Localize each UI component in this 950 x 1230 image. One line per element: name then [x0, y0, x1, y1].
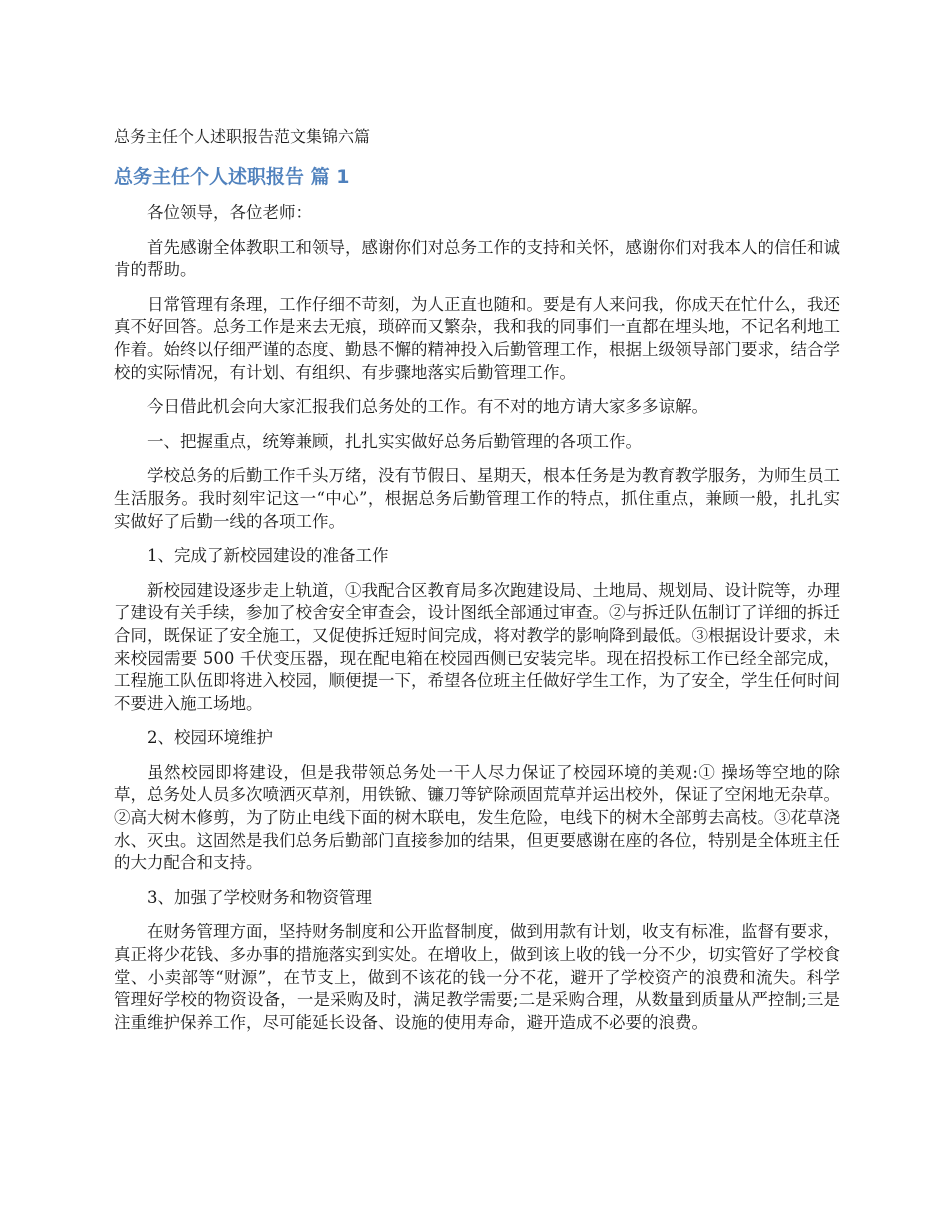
- body-paragraph: 学校总务的后勤工作千头万绪，没有节假日、星期天，根本任务是为教育教学服务，为师生员工生活服务。我时刻牢记这一“中心”，根据总务后勤管理工作的特点，抓住重点，兼顾一般，扎扎实实做好了后勤一线的各项工作。: [114, 466, 840, 531]
- body-paragraph: 首先感谢全体教职工和领导，感谢你们对总务工作的支持和关怀，感谢你们对我本人的信任和诚肯的帮助。: [114, 237, 840, 280]
- body-paragraph: 日常管理有条理，工作仔细不苛刻，为人正直也随和。要是有人来问我，你成天在忙什么，我还真不好回答。总务工作是来去无痕，琐碎而又繁杂，我和我的同事们一直都在埋头地，不记名利地工作着。始终以仔细严谨的态度、勤恳不懈的精神投入后勤管理工作，根据上级领导部门要求，结合学校的实际情况，有计划、有组织、有步骤地落实后勤管理工作。: [114, 294, 840, 382]
- body-paragraph: 在财务管理方面，坚持财务制度和公开监督制度，做到用款有计划，收支有标准，监督有要求，真正将少花钱、多办事的措施落实到实处。在增收上，做到该上收的钱一分不少，切实管好了学校食堂、小卖部等“财源”，在节支上，做到不该花的钱一分不花，避开了学校资产的浪费和流失。科学管理好学校的物资设备，一是采购及时，满足教学需要;二是采购合理，从数量到质量从严控制;三是注重维护保养工作，尽可能延长设备、设施的使用寿命，避开造成不必要的浪费。: [114, 922, 840, 1032]
- section-heading: 总务主任个人述职报告 篇 1: [114, 166, 350, 188]
- subheading-paragraph: 2、校园环境维护: [147, 728, 273, 748]
- salutation-paragraph: 各位领导，各位老师：: [147, 203, 312, 222]
- subheading-paragraph: 一、把握重点，统筹兼顾，扎扎实实做好总务后勤管理的各项工作。: [147, 431, 642, 451]
- document-title: 总务主任个人述职报告范文集锦六篇: [114, 127, 371, 146]
- body-paragraph: 今日借此机会向大家汇报我们总务处的工作。有不对的地方请大家多多谅解。: [147, 397, 708, 417]
- subheading-paragraph: 3、加强了学校财务和物资管理: [147, 887, 372, 907]
- body-paragraph: 虽然校园即将建设，但是我带领总务处一干人尽力保证了校园环境的美观:① 操场等空地的除草，总务处人员多次喷洒灭草剂，用铁锨、镰刀等铲除顽固荒草并运出校外，保证了空闲地无杂草。②高大树木修剪，为了防止电线下面的树木联电，发生危险，电线下的树木全部剪去高枝。③花草浇水、灭虫。这固然是我们总务后勤部门直接参加的结果，但更要感谢在座的各位，特别是全体班主任的大力配合和支持。: [114, 762, 840, 873]
- subheading-paragraph: 1、完成了新校园建设的准备工作: [147, 546, 389, 566]
- document-body: [114, 202, 840, 1046]
- body-paragraph: 新校园建设逐步走上轨道，①我配合区教育局多次跑建设局、土地局、规划局、设计院等，办理了建设有关手续，参加了校舍安全审查会，设计图纸全部通过审查。②与拆迁队伍制订了详细的拆迁合同，既保证了安全施工，又促使拆迁短时间完成，将对教学的影响降到最低。③根据设计要求，未来校园需要 500 千伏变压器，现在配电箱在校园西侧已安装完毕。现在招投标工作已经全部完成，工程施工队伍即将进入校园，顺便提一下，希望各位班主任做好学生工作，为了安全，学生任何时间不要进入施工场地。: [114, 580, 840, 713]
